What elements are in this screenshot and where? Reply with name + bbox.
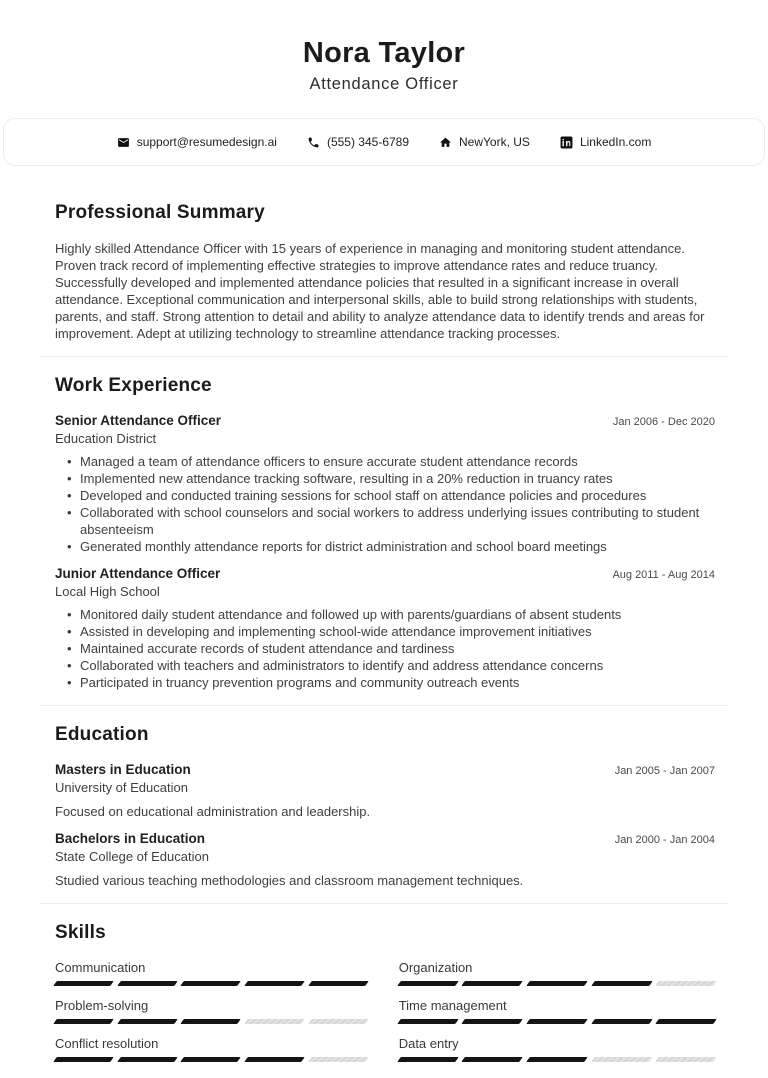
contact-location-text: NewYork, US: [459, 135, 530, 150]
skill-level-segment: [462, 1057, 523, 1062]
skill-level-segment: [526, 1057, 587, 1062]
bullet-list: [55, 606, 715, 691]
job-dates: Jan 2006 - Dec 2020: [612, 416, 715, 429]
section-education: [40, 724, 728, 889]
resume-title: Attendance Officer: [309, 75, 459, 94]
skill-level-segment: [656, 1019, 717, 1024]
skill-name: Communication: [55, 960, 146, 976]
skills-heading: Skills: [55, 922, 106, 944]
section-summary: [40, 202, 728, 342]
skill-name: Organization: [398, 960, 473, 976]
degree-dates: Jan 2005 - Jan 2007: [614, 765, 715, 778]
skill-item: [399, 998, 715, 1024]
bullet-item: • Monitored daily student attendance and followed up with parents/guardians of absent students: [67, 606, 715, 623]
contact-bar: [3, 118, 765, 166]
skill-level-segment: [308, 981, 368, 986]
education-entry: [55, 762, 715, 820]
skill-bar: [399, 1019, 715, 1024]
degree-school: University of Education: [55, 780, 188, 796]
skill-level-segment: [53, 1057, 113, 1062]
degree-school: State College of Education: [55, 849, 209, 865]
job-dates: Aug 2011 - Aug 2014: [612, 569, 715, 582]
skill-level-segment: [181, 981, 241, 986]
bullet-item: • Collaborated with teachers and administrators to identify and address attendance concerns: [67, 657, 715, 674]
contact-linkedin-text: LinkedIn.com: [579, 135, 652, 150]
bullet-item: • Maintained accurate records of student attendance and tardiness: [67, 640, 715, 657]
skill-bar: [55, 1019, 367, 1024]
skill-item: [55, 960, 367, 986]
home-icon: [439, 136, 452, 149]
job-entry: [55, 413, 715, 555]
section-divider: [40, 903, 728, 904]
bullet-item: • Managed a team of attendance officers to ensure accurate student attendance records: [67, 453, 715, 470]
skill-bar: [399, 1057, 715, 1062]
degree-header: [55, 762, 715, 777]
bullet-item: • Generated monthly attendance reports for district administration and school board meetings: [67, 538, 715, 555]
skill-level-segment: [591, 1057, 652, 1062]
bullet-item: • Collaborated with school counselors and social workers to address underlying issues contributing to student absenteeism: [67, 504, 715, 538]
skill-item: [55, 998, 367, 1024]
skill-level-segment: [656, 981, 717, 986]
skill-level-segment: [308, 1057, 368, 1062]
skill-level-segment: [462, 981, 523, 986]
skill-level-segment: [244, 1019, 304, 1024]
degree-description: Focused on educational administration and leadership.: [55, 804, 371, 820]
linkedin-icon: [560, 136, 573, 149]
skill-level-segment: [462, 1019, 523, 1024]
education-heading: Education: [55, 724, 149, 746]
skill-level-segment: [656, 1057, 717, 1062]
section-divider: [40, 705, 728, 706]
summary-text: Highly skilled Attendance Officer with 15 years of experience in managing and monitoring student attendance. Proven track record of implementing effective strategies to improve attendance rates and reduce truancy. Successfully developed and implemented attendance policies that resulted in a significant increase in overall attendance. Exceptional communication and interpersonal skills, able to build strong relationships with students, parents, and staff. Strong attention to detail and ability to analyze attendance data to identify trends and areas for improvement. Adept at utilizing technology to streamline attendance tracking processes.: [55, 241, 705, 342]
job-entry: [55, 566, 715, 691]
skill-level-segment: [244, 981, 304, 986]
summary-heading: Professional Summary: [55, 202, 265, 224]
contact-linkedin: [560, 135, 651, 149]
bullet-item: • Developed and conducted training sessions for school staff on attendance policies and procedures: [67, 487, 715, 504]
skill-item: [55, 1036, 367, 1062]
resume-header: [0, 0, 768, 94]
job-company: Education District: [55, 431, 157, 447]
education-entry: [55, 831, 715, 889]
skills-grid: [55, 960, 715, 1062]
experience-heading: Work Experience: [55, 375, 212, 397]
skill-item: [399, 1036, 715, 1062]
job-company: Local High School: [55, 584, 160, 600]
skill-level-segment: [397, 1057, 458, 1062]
section-divider: [40, 356, 728, 357]
job-title: Junior Attendance Officer: [55, 566, 221, 582]
skill-level-segment: [526, 981, 587, 986]
skill-level-segment: [244, 1057, 304, 1062]
skill-level-segment: [526, 1019, 587, 1024]
bullet-item: • Participated in truancy prevention programs and community outreach events: [67, 674, 715, 691]
skill-level-segment: [591, 1019, 652, 1024]
skill-level-segment: [117, 1057, 177, 1062]
job-header: [55, 413, 715, 428]
job-header: [55, 566, 715, 581]
envelope-icon: [117, 136, 130, 149]
skill-name: Conflict resolution: [55, 1036, 159, 1052]
skill-level-segment: [53, 981, 113, 986]
bullet-item: • Assisted in developing and implementing school-wide attendance improvement initiatives: [67, 623, 715, 640]
skill-level-segment: [53, 1019, 113, 1024]
degree-title: Masters in Education: [55, 762, 191, 778]
bullet-item: • Implemented new attendance tracking software, resulting in a 20% reduction in truancy rates: [67, 470, 715, 487]
skill-level-segment: [181, 1019, 241, 1024]
skill-level-segment: [181, 1057, 241, 1062]
skill-level-segment: [117, 981, 177, 986]
job-title: Senior Attendance Officer: [55, 413, 222, 429]
contact-phone: [307, 135, 409, 149]
resume-body: [40, 202, 728, 1062]
phone-icon: [307, 136, 320, 149]
skill-name: Problem-solving: [55, 998, 149, 1014]
skill-name: Time management: [398, 998, 507, 1014]
skill-level-segment: [117, 1019, 177, 1024]
degree-header: [55, 831, 715, 846]
skill-level-segment: [397, 981, 458, 986]
contact-phone-text: (555) 345-6789: [326, 135, 410, 150]
section-skills: [40, 922, 728, 1062]
skill-level-segment: [308, 1019, 368, 1024]
contact-location: [439, 135, 530, 149]
contact-email-text: support@resumedesign.ai: [136, 135, 277, 150]
degree-dates: Jan 2000 - Jan 2004: [614, 834, 715, 847]
skill-bar: [55, 1057, 367, 1062]
skill-level-segment: [591, 981, 652, 986]
skill-bar: [55, 981, 367, 986]
contact-email: [117, 135, 277, 149]
skill-bar: [399, 981, 715, 986]
bullet-list: [55, 453, 715, 555]
skill-level-segment: [397, 1019, 458, 1024]
skill-name: Data entry: [398, 1036, 459, 1052]
section-experience: [40, 375, 728, 691]
degree-description: Studied various teaching methodologies and classroom management techniques.: [55, 873, 524, 889]
degree-title: Bachelors in Education: [55, 831, 206, 847]
resume-name: Nora Taylor: [302, 37, 466, 69]
skill-item: [399, 960, 715, 986]
